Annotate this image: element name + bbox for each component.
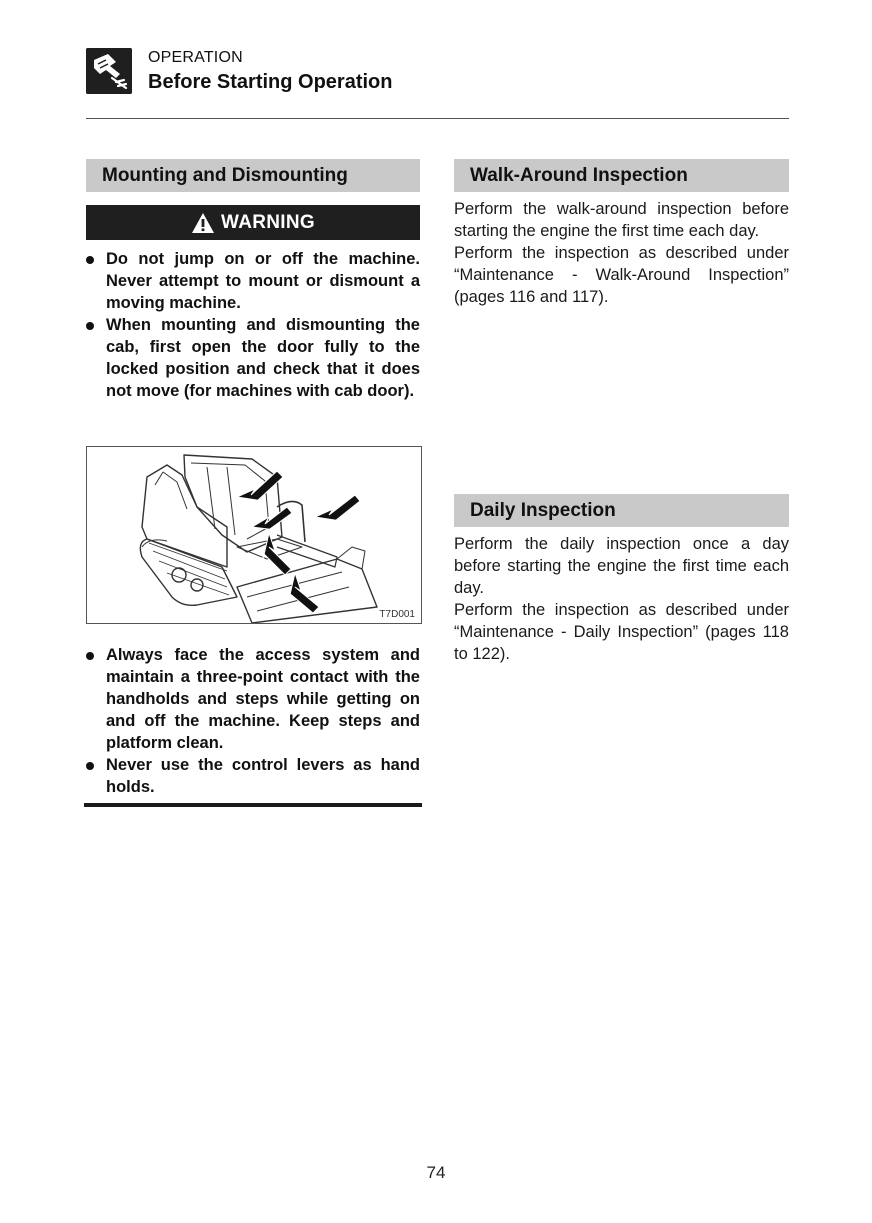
warning-list-bottom bbox=[86, 644, 420, 798]
daily-heading: Daily Inspection bbox=[454, 494, 789, 527]
daily-paragraph-1: Perform the daily inspection once a day before starting the engine the first time each day. bbox=[454, 535, 789, 597]
warning-label: WARNING bbox=[221, 211, 315, 233]
warning-triangle-icon bbox=[191, 212, 215, 234]
header-section: OPERATION bbox=[148, 49, 243, 66]
mounting-figure bbox=[86, 446, 422, 624]
warning-end-rule bbox=[84, 803, 422, 807]
header-title: Before Starting Operation bbox=[148, 71, 393, 93]
figure-code: T7D001 bbox=[379, 609, 415, 620]
bullet-icon bbox=[86, 322, 94, 330]
daily-paragraph-2: Perform the inspection as described under “Maintenance - Daily Inspection” (pages 118 to 122). bbox=[454, 601, 789, 663]
operator-hand-icon bbox=[86, 48, 132, 94]
bullet-icon bbox=[86, 256, 94, 264]
bullet-icon bbox=[86, 652, 94, 660]
warning-list-top bbox=[86, 248, 420, 402]
walkaround-heading: Walk-Around Inspection bbox=[454, 159, 789, 192]
walkaround-paragraph-1: Perform the walk-around inspection before starting the engine the first time each day. bbox=[454, 200, 789, 240]
track-loader-illustration bbox=[87, 447, 421, 623]
page-number: 74 bbox=[426, 1163, 446, 1182]
bullet-icon bbox=[86, 762, 94, 770]
header-divider bbox=[86, 118, 789, 119]
list-item: When mounting and dismounting the cab, first open the door fully to the locked position and check that it does not move (for machines with cab door). bbox=[86, 314, 420, 402]
list-item: Never use the control levers as hand holds. bbox=[86, 754, 420, 798]
list-item: Always face the access system and maintain a three-point contact with the handholds and steps while getting on and off the machine. Keep steps and platform clean. bbox=[86, 644, 420, 754]
warning-banner bbox=[86, 205, 420, 240]
mounting-heading: Mounting and Dismounting bbox=[86, 159, 420, 192]
walkaround-paragraph-2: Perform the inspection as described under “Maintenance - Walk-Around Inspection” (pages 116 and 117). bbox=[454, 244, 789, 306]
list-item: Do not jump on or off the machine. Never attempt to mount or dismount a moving machine. bbox=[86, 248, 420, 314]
